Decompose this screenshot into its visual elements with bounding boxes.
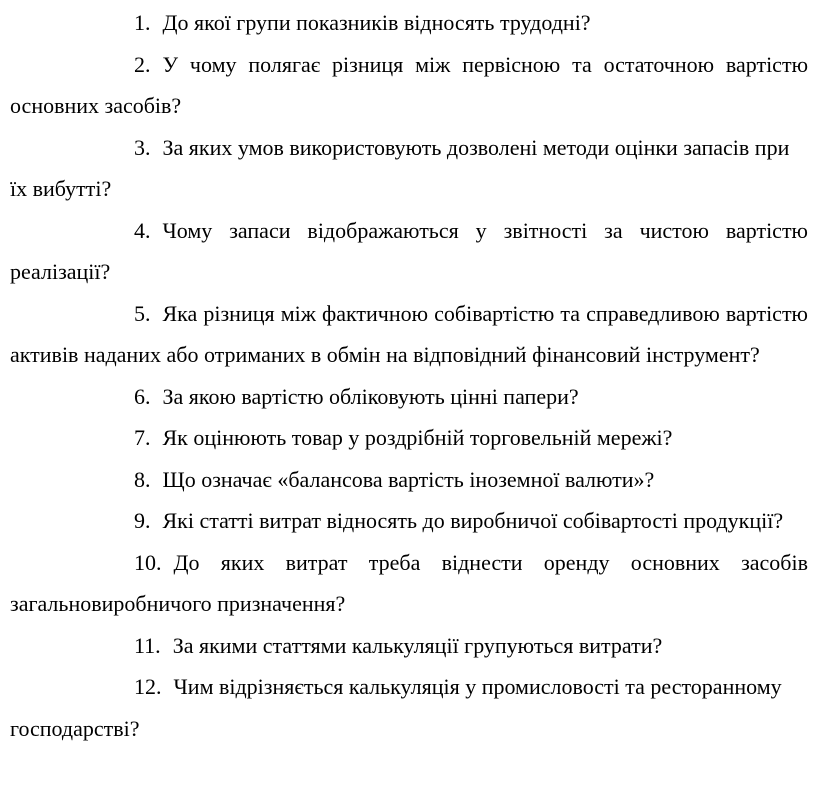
- question-text: До якої групи показників відносять трудодні?: [162, 10, 591, 35]
- question-11: [10, 625, 808, 667]
- question-text: За якими статтями калькуляції групуються витрати?: [172, 632, 663, 658]
- question-number: 3.: [134, 134, 151, 160]
- document-page: [10, 2, 808, 749]
- question-number: 6.: [134, 383, 151, 409]
- question-4: [10, 210, 808, 293]
- question-6: [10, 376, 808, 418]
- question-1: [10, 2, 808, 44]
- question-number: 5.: [134, 300, 151, 326]
- question-text: До яких витрат треба віднести оренду основних засобів загальновиробничого призначення?: [10, 549, 808, 616]
- question-3: [10, 127, 808, 210]
- question-9: [10, 500, 808, 542]
- question-5: [10, 293, 808, 376]
- question-number: 12.: [134, 674, 162, 699]
- question-10: [10, 542, 808, 625]
- question-text: За яких умов використовують дозволені методи оцінки запасів при їх вибутті?: [10, 134, 790, 201]
- question-text: Які статті витрат відносять до виробничої собівартості продукції?: [162, 508, 784, 533]
- question-text: Чому запаси відображаються у звітності за чистою вартістю реалізації?: [10, 217, 808, 284]
- question-text: За якою вартістю обліковують цінні папери?: [162, 383, 579, 409]
- question-number: 9.: [134, 508, 151, 533]
- question-text: Як оцінюють товар у роздрібній торговельній мережі?: [162, 425, 673, 450]
- question-number: 1.: [134, 10, 151, 35]
- question-number: 11.: [134, 632, 161, 658]
- question-12: [10, 666, 808, 749]
- question-7: [10, 417, 808, 459]
- question-number: 7.: [134, 425, 151, 450]
- question-number: 10.: [134, 549, 162, 575]
- question-text: Яка різниця між фактичною собівартістю та справедливою вартістю активів наданих або отриманих в обмін на відповідний фінансовий інструмент?: [10, 300, 808, 367]
- question-text: У чому полягає різниця між первісною та остаточною вартістю основних засобів?: [10, 51, 808, 118]
- question-number: 2.: [134, 51, 151, 77]
- question-text: Чим відрізняється калькуляція у промисловості та ресторанному господарстві?: [10, 674, 782, 741]
- question-text: Що означає «балансова вартість іноземної валюти»?: [162, 466, 655, 492]
- question-number: 8.: [134, 466, 151, 492]
- question-2: [10, 44, 808, 127]
- question-number: 4.: [134, 217, 151, 243]
- question-8: [10, 459, 808, 501]
